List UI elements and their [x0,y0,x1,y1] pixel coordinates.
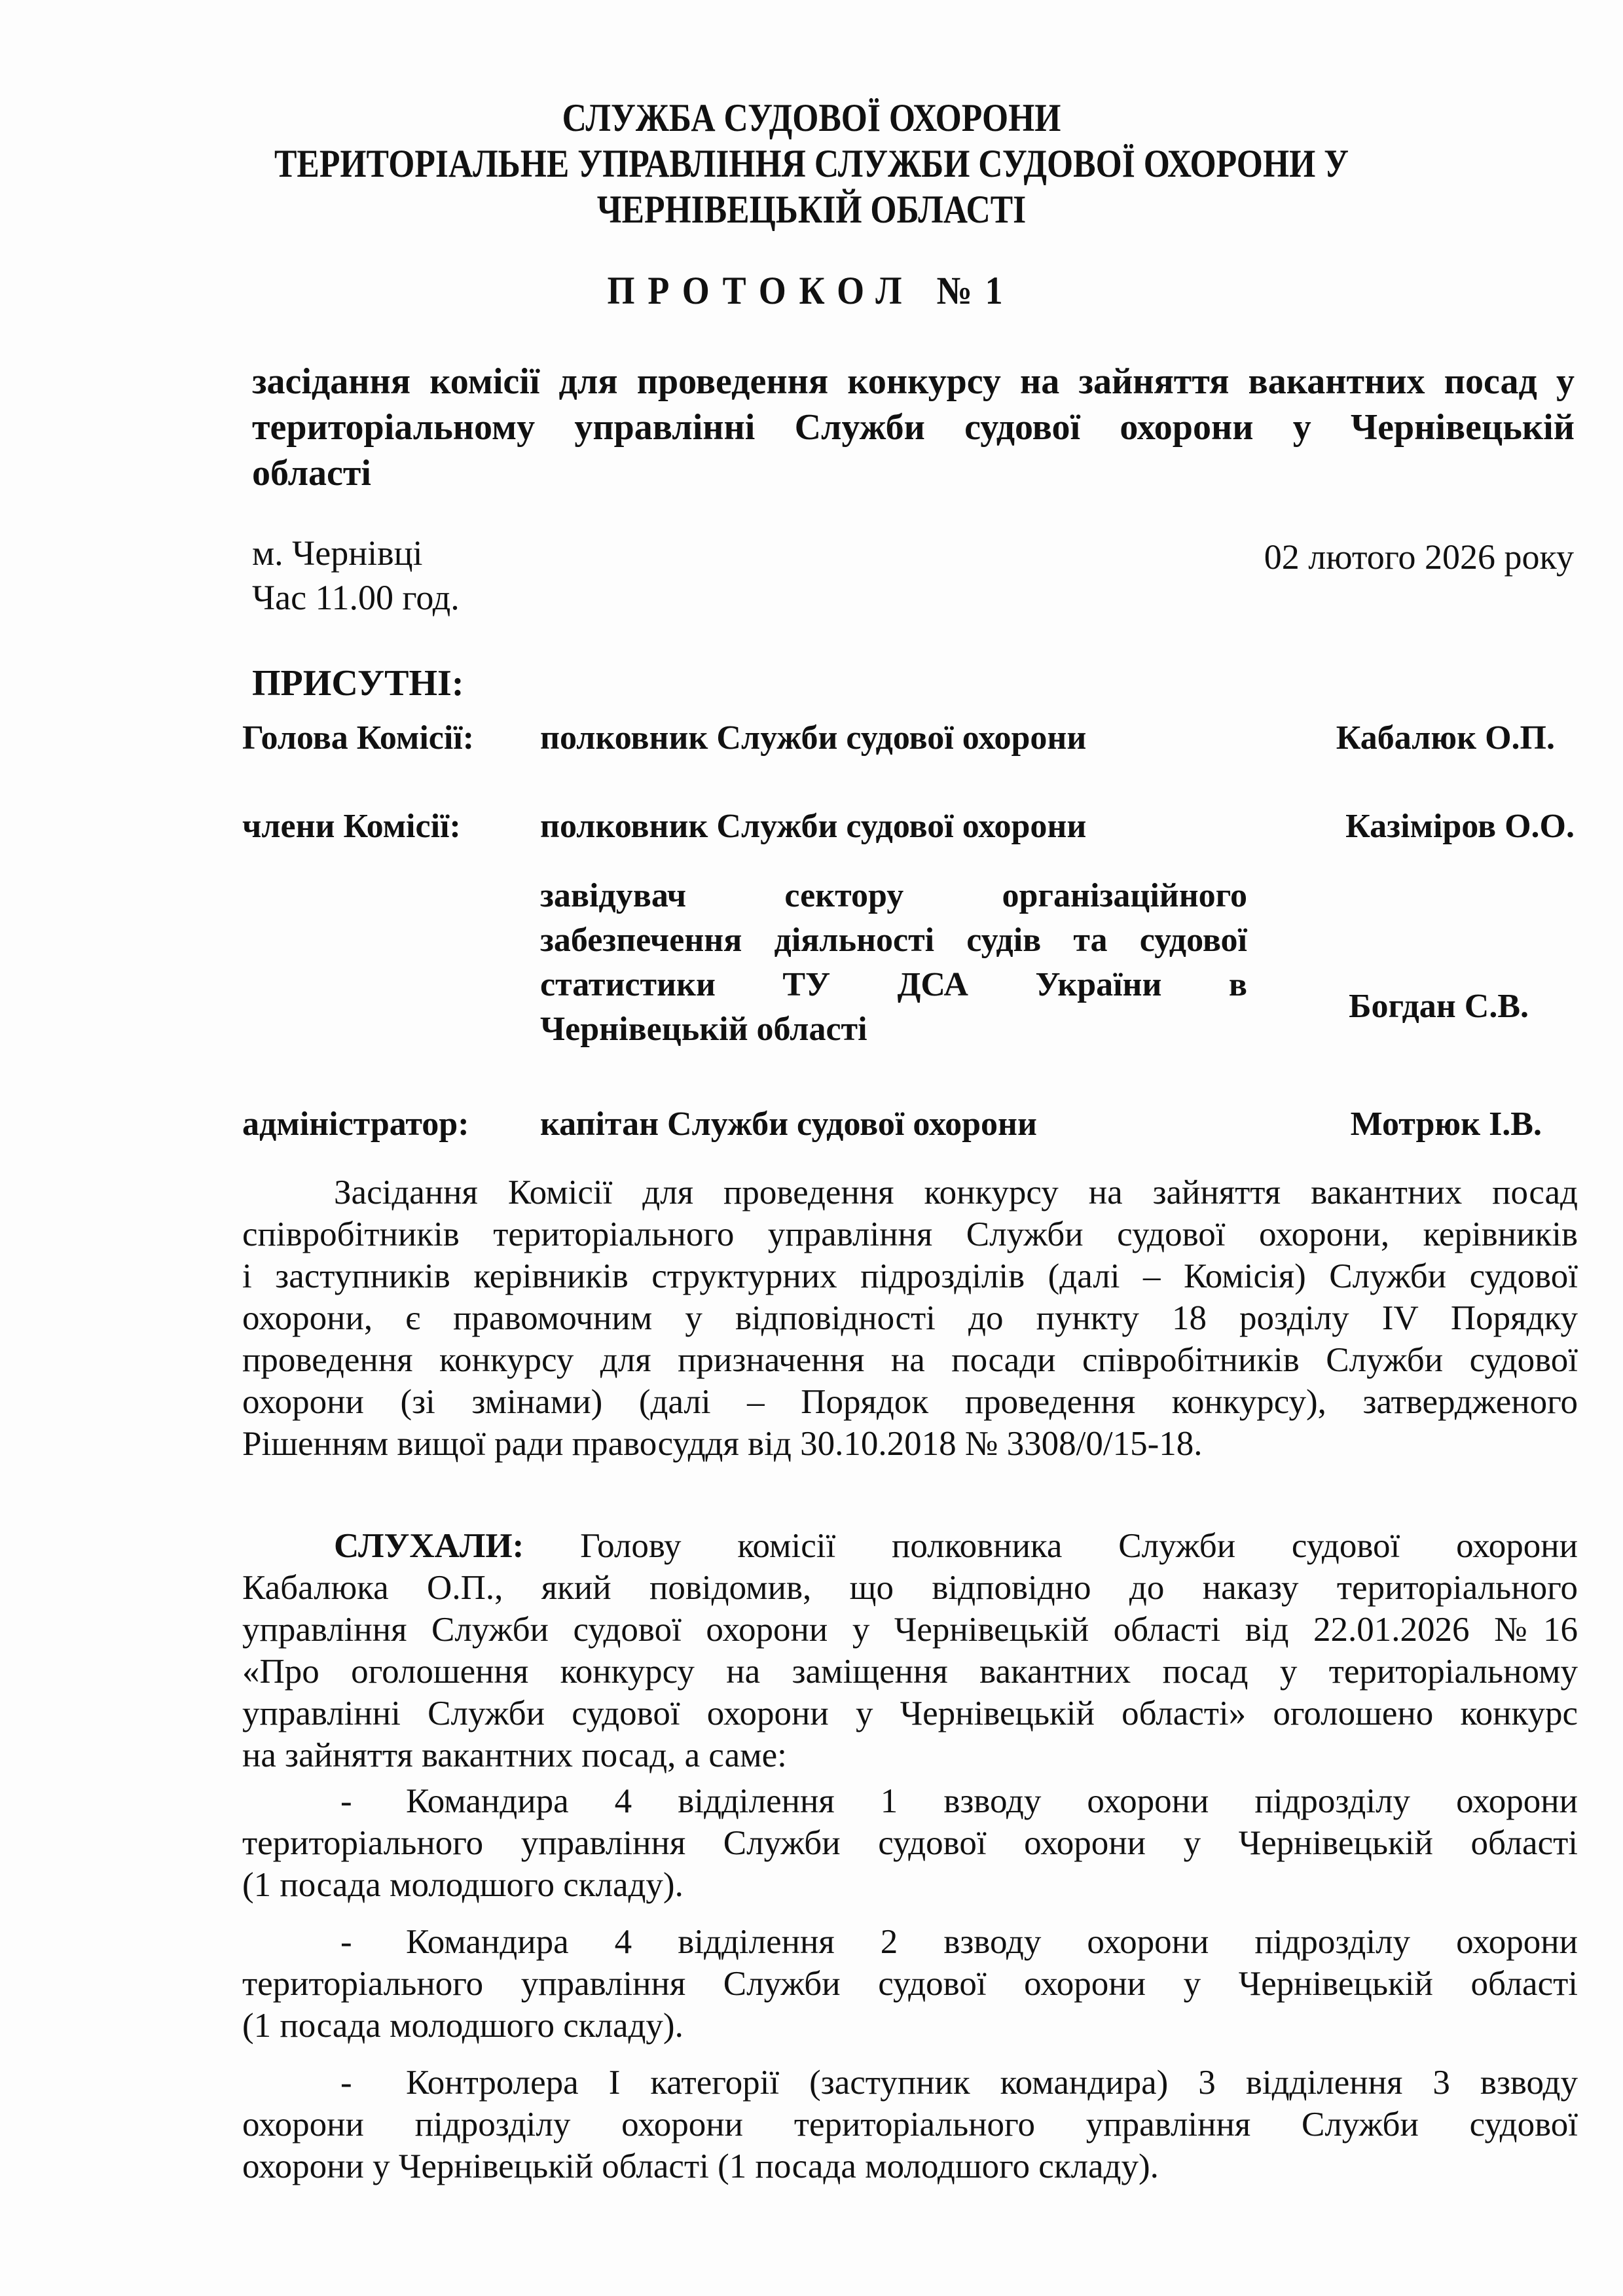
position-item [242,1921,1578,2047]
meeting-time: Час 11.00 год. [252,578,460,617]
position-item [242,2062,1578,2187]
bullet-dash-icon: - [340,1782,352,1820]
paragraph-line [242,1525,1578,1567]
paragraph-line: територіального управління Служби судової охорони у Чернівецькій області [242,1824,1578,1862]
bullet-dash-icon: - [340,2064,352,2102]
attendance-role: члени Комісії: [242,808,461,845]
heard-first-line: Голову комісії полковника Служби судової охорони [580,1527,1578,1565]
paragraph-line: територіального управління Служби судової охорони у Чернівецькій області [242,1965,1578,2003]
paragraph-line: співробітників територіального управління Служби судової охорони, керівників [242,1215,1578,1253]
attendance-row-member [242,874,1578,1057]
paragraph-line: (1 посада молодшого складу). [242,2007,684,2045]
paragraph-line: управління Служби судової охорони у Чернівецькій області від 22.01.2026 №16 [242,1611,1578,1649]
header-region: ЧЕРНІВЕЦЬКІЙ ОБЛАСТІ [596,188,1027,231]
paragraph-line: Засідання Комісії для проведення конкурсу на зайняття вакантних посад [334,1174,1578,1211]
meeting-place: м. Чернівці [252,533,423,573]
position-text: Контролера І категорії (заступник командира) 3 відділення 3 взводу [406,2064,1578,2102]
subtitle-line: області [252,453,371,493]
paragraph-line: Рішенням вищої ради правосуддя від 30.10.2018 № 3308/0/15-18. [242,1425,1203,1463]
paragraph-line: «Про оголошення конкурсу на заміщення вакантних посад у територіальному [242,1653,1578,1691]
attendance-title: полковник Служби судової охорони [540,719,1087,757]
paragraph-line: управлінні Служби судової охорони у Чернівецькій області» оголошено конкурс [242,1695,1578,1732]
attendance-title: капітан Служби судової охорони [540,1105,1037,1143]
attendance-name: Богдан С.В. [1349,988,1529,1025]
paragraph-line: охорони підрозділу охорони територіального управління Служби судової [242,2106,1578,2144]
attendance-name: Кабалюк О.П. [1336,719,1555,757]
attendance-title-line: забезпечення діяльності судів та судової [540,922,1247,959]
position-item [242,1780,1578,1906]
attendance-title: полковник Служби судової охорони [540,808,1087,845]
paragraph-line: Кабалюка О.П., який повідомив, що відповідно до наказу територіального [242,1569,1578,1607]
paragraph-quorum [242,1172,1578,1465]
attendance-row-chair [242,717,1578,762]
attendance-name: Казіміров О.О. [1345,808,1575,845]
position-text: Командира 4 відділення 2 взводу охорони підрозділу охорони [406,1923,1578,1961]
bullet-dash-icon: - [340,1923,352,1961]
paragraph-heard [242,1525,1578,1776]
position-text: Командира 4 відділення 1 взводу охорони підрозділу охорони [406,1782,1578,1820]
attendance-title-line: статистики ТУ ДСА України в [540,966,1247,1003]
attendance-role: Голова Комісії: [242,719,475,757]
subtitle-line: засідання комісії для проведення конкурсу на зайняття вакантних посад у [252,361,1575,402]
meeting-date: 02 лютого 2026 року [1264,537,1574,577]
position-first-line [242,1780,1578,1822]
paragraph-line: (1 посада молодшого складу). [242,1866,684,1904]
paragraph-line: на зайняття вакантних посад, а саме: [242,1736,787,1774]
paragraph-line: охорони (зі змінами) (далі – Порядок проведення конкурсу), затвердженого [242,1383,1578,1421]
header-department: ТЕРИТОРІАЛЬНЕ УПРАВЛІННЯ СЛУЖБИ СУДОВОЇ ОХОРОНИ У [274,142,1349,185]
position-first-line [242,2062,1578,2104]
attendance-row-member [242,805,1578,851]
paragraph-line: проведення конкурсу для призначення на посади співробітників Служби судової [242,1341,1578,1379]
protocol-title: ПРОТОКОЛ №1 [607,269,1016,312]
attendance-heading: ПРИСУТНІ: [252,663,464,704]
paragraph-line: і заступників керівників структурних підрозділів (далі – Комісія) Служби судової [242,1257,1578,1295]
attendance-row-administrator [242,1103,1578,1149]
heard-label: СЛУХАЛИ: [334,1527,524,1565]
attendance-title-line: завідувач сектору організаційного [540,877,1247,914]
subtitle-line: територіальному управлінні Служби судової охорони у Чернівецькій [252,407,1575,448]
paragraph-line: охорони у Чернівецькій області (1 посада молодшого складу). [242,2147,1159,2185]
header-organization: СЛУЖБА СУДОВОЇ ОХОРОНИ [562,96,1061,139]
attendance-role: адміністратор: [242,1105,469,1143]
attendance-title-line: Чернівецькій області [540,1011,867,1048]
attendance-title [540,874,1247,1052]
position-first-line [242,1921,1578,1963]
paragraph-line: охорони, є правомочним у відповідності до пункту 18 розділу IV Порядку [242,1299,1578,1337]
protocol-subtitle [252,359,1575,496]
attendance-name: Мотрюк І.В. [1350,1105,1542,1143]
